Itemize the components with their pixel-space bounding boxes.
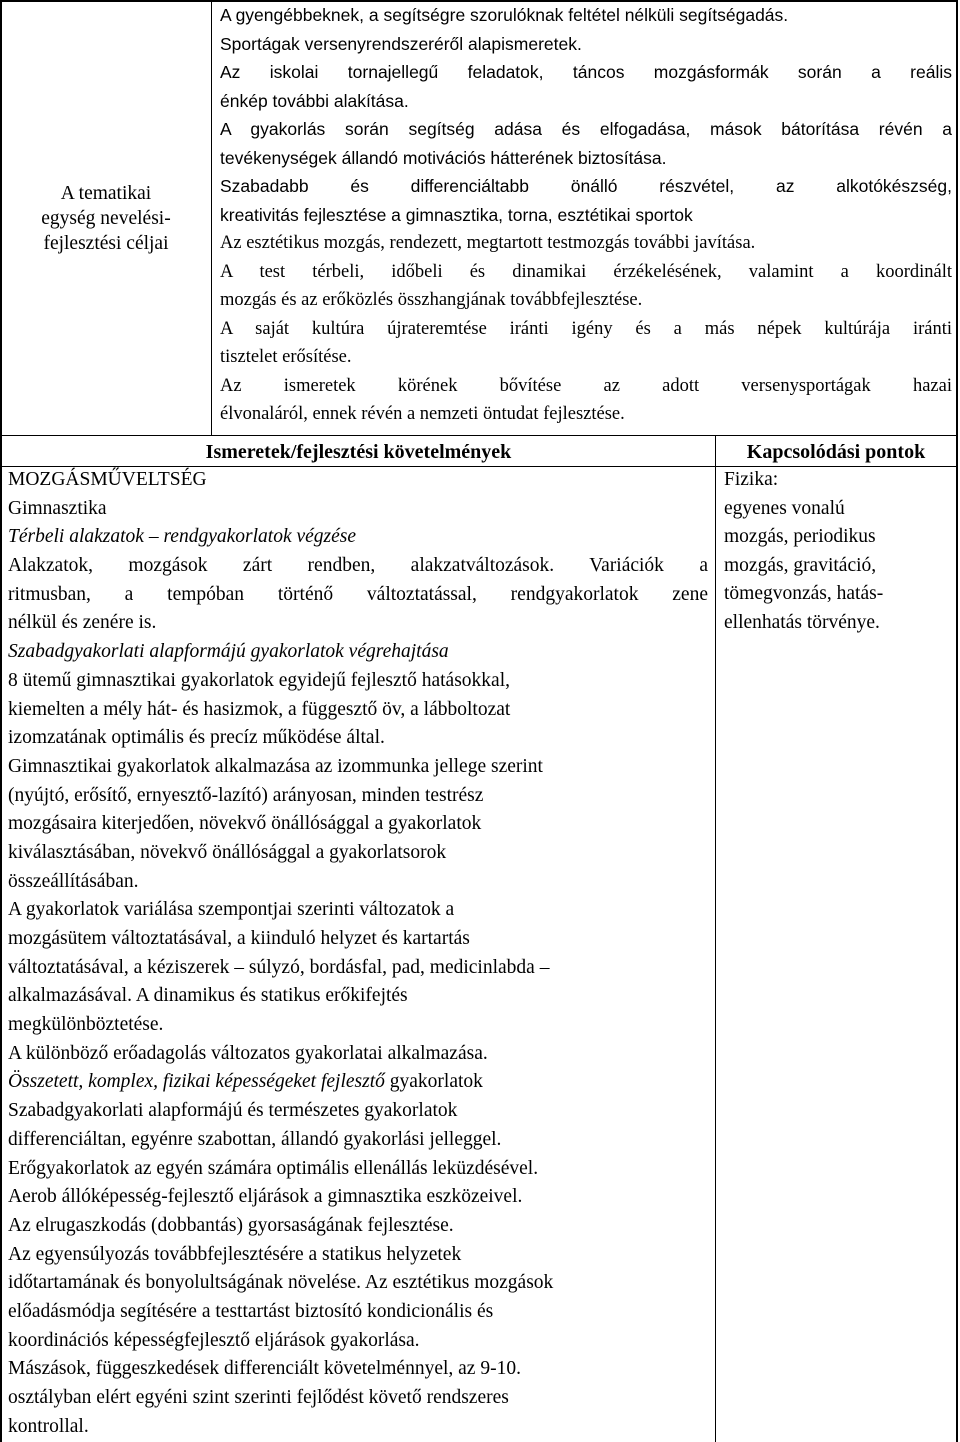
aims-line: énkép további alakítása. xyxy=(220,90,409,111)
requirements-line: MOZGÁSMŰVELTSÉG xyxy=(8,469,207,490)
requirements-line: alkalmazásával. A dinamikus és statikus erőkifejtés xyxy=(8,985,408,1007)
aims-line: mozgás és az erőközlés összhangjának továbbfejlesztése. xyxy=(220,290,643,310)
requirements-line: Gimnasztikai gyakorlatok alkalmazása az izommunka jellege szerint xyxy=(8,755,543,777)
requirements-line: koordinációs képességfejlesztő eljárások gyakorlása. xyxy=(8,1329,420,1351)
requirements-line: 8 ütemű gimnasztikai gyakorlatok egyidejű fejlesztő hatásokkal, xyxy=(8,669,510,691)
requirements-line: összeállításában. xyxy=(8,870,139,892)
requirements-line: mozgásütem változtatásával, a kiinduló helyzet és kartartás xyxy=(8,928,470,949)
requirements-line: kiemelten a mély hát- és hasizmok, a függesztő öv, a lábboltozat xyxy=(8,698,511,720)
connections-line: ellenhatás törvénye. xyxy=(724,611,880,633)
requirements-line: előadásmódja segítésére a testtartást biztosító kondicionális és xyxy=(8,1300,494,1322)
aims-line: tisztelet erősítése. xyxy=(220,347,352,367)
connections-line: tömegvonzás, hatás- xyxy=(724,583,884,605)
connections-line: Fizika: xyxy=(724,469,779,490)
requirements-line: nélkül és zenére is. xyxy=(8,612,157,634)
aims-line: Sportágak versenyrendszeréről alapismeretek. xyxy=(220,33,582,54)
aims-line: kreativitás fejlesztése a gimnasztika, torna, esztétikai sportok xyxy=(220,204,693,225)
requirements-line xyxy=(8,1068,708,1097)
connections-line: mozgás, gravitáció, xyxy=(724,554,877,576)
aims-line: A saját kultúra újrateremtése iránti igény és a más népek kultúrája iránti xyxy=(220,318,952,339)
requirements-subheading: Szabadgyakorlati alapformájú gyakorlatok végrehajtása xyxy=(8,641,449,663)
requirements-text-block xyxy=(8,466,708,1441)
aims-line: tevékenységek állandó motivációs hátterének biztosítása. xyxy=(220,147,667,168)
requirements-line-rest: gyakorlatok xyxy=(384,1071,483,1093)
requirements-line: mozgásaira kiterjedően, növekvő önállósággal a gyakorlatok xyxy=(8,813,482,835)
requirements-line: Az egyensúlyozás továbbfejlesztésére a statikus helyzetek xyxy=(8,1243,462,1265)
requirements-line: differenciáltan, egyénre szabottan, állandó gyakorlási jelleggel. xyxy=(8,1128,502,1150)
requirements-line: kiválasztásában, növekvő önállósággal a gyakorlatsorok xyxy=(8,841,447,863)
aims-line: Az iskolai tornajellegű feladatok, táncos mozgásformák során a reális xyxy=(220,62,952,82)
connections-line: mozgás, periodikus xyxy=(724,526,876,548)
aims-line: Szabadabb és differenciáltabb önálló részvétel, az alkotókészség, xyxy=(220,176,952,196)
connections-line: egyenes vonalú xyxy=(724,497,845,519)
table-border-right xyxy=(956,0,958,1442)
aims-line: élvonaláról, ennek révén a nemzeti öntudat fejlesztése. xyxy=(220,404,625,424)
requirements-line: A különböző erőadagolás változatos gyakorlatai alkalmazása. xyxy=(8,1042,488,1064)
requirements-line: Gimnasztika xyxy=(8,497,107,519)
aims-line: A test térbeli, időbeli és dinamikai érzékelésének, valamint a koordinált xyxy=(220,261,952,282)
requirements-line: kontrollal. xyxy=(8,1415,89,1437)
row-label-aims: A tematikai egység nevelési- fejlesztési céljai xyxy=(41,182,171,254)
requirements-line: Erőgyakorlatok az egyén számára optimális ellenállás leküzdésével. xyxy=(8,1157,539,1179)
requirements-line: Szabadgyakorlati alapformájú és természetes gyakorlatok xyxy=(8,1100,458,1122)
requirements-line: Aerob állóképesség-fejlesztő eljárások a gimnasztika eszközeivel. xyxy=(8,1186,523,1208)
content-column-divider xyxy=(715,436,716,1442)
aims-text-block xyxy=(220,1,952,429)
requirements-line: Alakzatok, mozgások zárt rendben, alakzatváltozások. Variációk a xyxy=(8,555,708,577)
requirements-line: izomzatának optimális és precíz működése által. xyxy=(8,727,385,749)
requirements-line-italic-part: Összetett, komplex, fizikai képességeket fejlesztő xyxy=(8,1071,385,1093)
label-column-divider xyxy=(211,0,212,436)
requirements-subheading: Térbeli alakzatok – rendgyakorlatok végzése xyxy=(8,526,357,548)
aims-line: A gyakorlás során segítség adása és elfogadása, mások bátorítása révén a xyxy=(220,119,952,139)
requirements-line: ritmusban, a tempóban történő változtatással, rendgyakorlatok zene xyxy=(8,583,708,605)
requirements-line: (nyújtó, erősítő, ernyesztő-lazító) arányosan, minden testrész xyxy=(8,784,484,806)
header-requirements: Ismeretek/fejlesztési követelmények xyxy=(205,441,512,463)
aims-line: A gyengébbeknek, a segítségre szorulóknak feltétel nélküli segítségadás. xyxy=(220,5,789,25)
aims-line: Az ismeretek körének bővítése az adott versenysportágak hazai xyxy=(220,375,952,396)
aims-line: Az esztétikus mozgás, rendezett, megtartott testmozgás további javítása. xyxy=(220,233,756,253)
header-connections: Kapcsolódási pontok xyxy=(746,441,926,463)
requirements-line: változtatásával, a kéziszerek – súlyzó, bordásfal, pad, medicinlabda – xyxy=(8,956,550,978)
requirements-line: A gyakorlatok variálása szempontjai szerinti változatok a xyxy=(8,899,455,921)
requirements-line: osztályban elért egyéni szint szerinti fejlődést követő rendszeres xyxy=(8,1387,509,1408)
requirements-line: időtartamának és bonyolultságának növelése. Az esztétikus mozgások xyxy=(8,1272,554,1294)
requirements-line: megkülönböztetése. xyxy=(8,1014,164,1036)
requirements-line: Mászások, függeszkedések differenciált követelménnyel, az 9-10. xyxy=(8,1358,521,1380)
connections-text-block xyxy=(724,466,952,638)
requirements-line: Az elrugaszkodás (dobbantás) gyorsaságának fejlesztése. xyxy=(8,1214,454,1236)
